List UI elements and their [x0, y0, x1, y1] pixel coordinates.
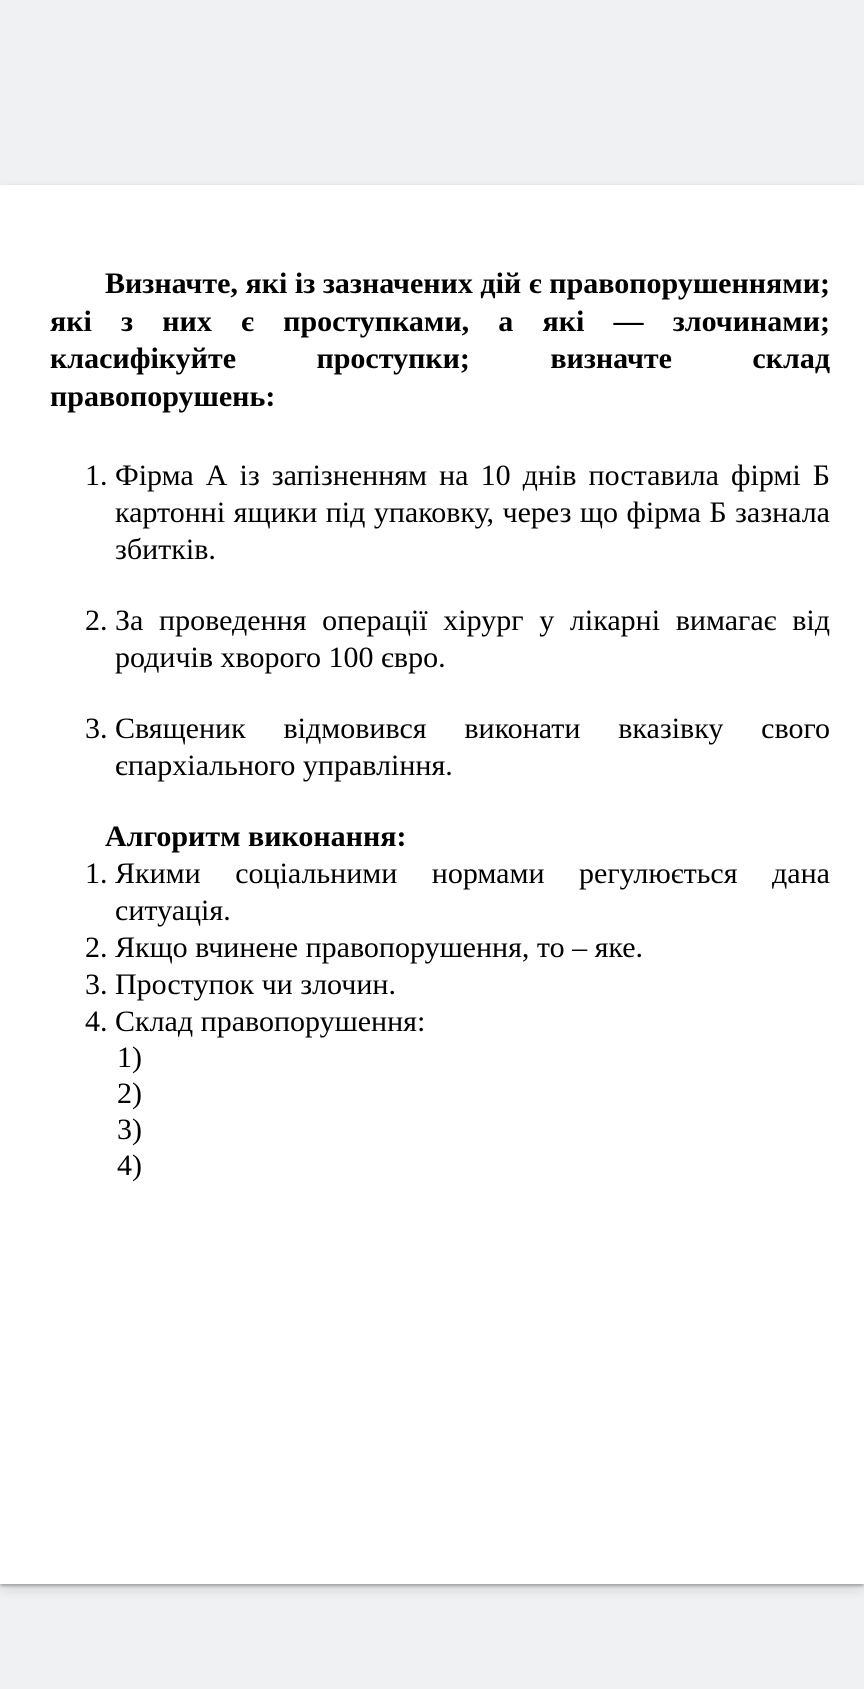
- list-item-text: Проступок чи злочин.: [115, 968, 396, 1001]
- list-item: [50, 602, 830, 676]
- list-item: [50, 929, 830, 966]
- list-item-text: Склад правопорушення:: [115, 1005, 426, 1038]
- list-item-text: Священик відмовився виконати вказівку свого єпархіального управління.: [115, 712, 830, 782]
- viewer-background-top: [0, 0, 864, 185]
- list-item: [50, 710, 830, 784]
- sub-list-marker: 3): [117, 1113, 142, 1146]
- viewer-background-bottom: [0, 1584, 864, 1689]
- list-marker: 2.: [85, 931, 108, 964]
- list-item-text: Якими соціальними нормами регулюється дана ситуація.: [115, 857, 830, 927]
- algorithm-heading: Алгоритм виконання:: [105, 820, 407, 853]
- list-item: [50, 1003, 830, 1040]
- composition-sub-list: [50, 1040, 830, 1184]
- list-marker: 3.: [85, 712, 108, 745]
- list-item-text: Якщо вчинене правопорушення, то – яке.: [115, 931, 644, 964]
- situations-list: [50, 457, 830, 784]
- list-marker: 4.: [85, 1005, 108, 1038]
- algorithm-steps-list: [50, 855, 830, 1040]
- list-marker: 1.: [85, 857, 108, 890]
- list-marker: 1.: [85, 459, 108, 492]
- document-page: [0, 185, 864, 1584]
- list-item: [50, 966, 830, 1003]
- list-item-text: Фірма А із запізненням на 10 днів поставила фірмі Б картонні ящики під упаковку, через що фірма Б зазнала збитків.: [115, 459, 830, 566]
- task-intro-paragraph: Визначте, які із зазначених дій є правопорушеннями; які з них є проступками, а які — злочинами; класифікуйте проступки; визначте склад правопорушень:: [50, 267, 830, 413]
- sub-list-marker: 2): [117, 1077, 142, 1110]
- sub-list-marker: 4): [117, 1149, 142, 1182]
- list-item-text: За проведення операції хірург у лікарні вимагає від родичів хворого 100 євро.: [115, 604, 830, 674]
- list-item: [50, 457, 830, 568]
- list-marker: 3.: [85, 968, 108, 1001]
- list-marker: 2.: [85, 604, 108, 637]
- list-item: [50, 855, 830, 929]
- sub-list-marker: 1): [117, 1041, 142, 1074]
